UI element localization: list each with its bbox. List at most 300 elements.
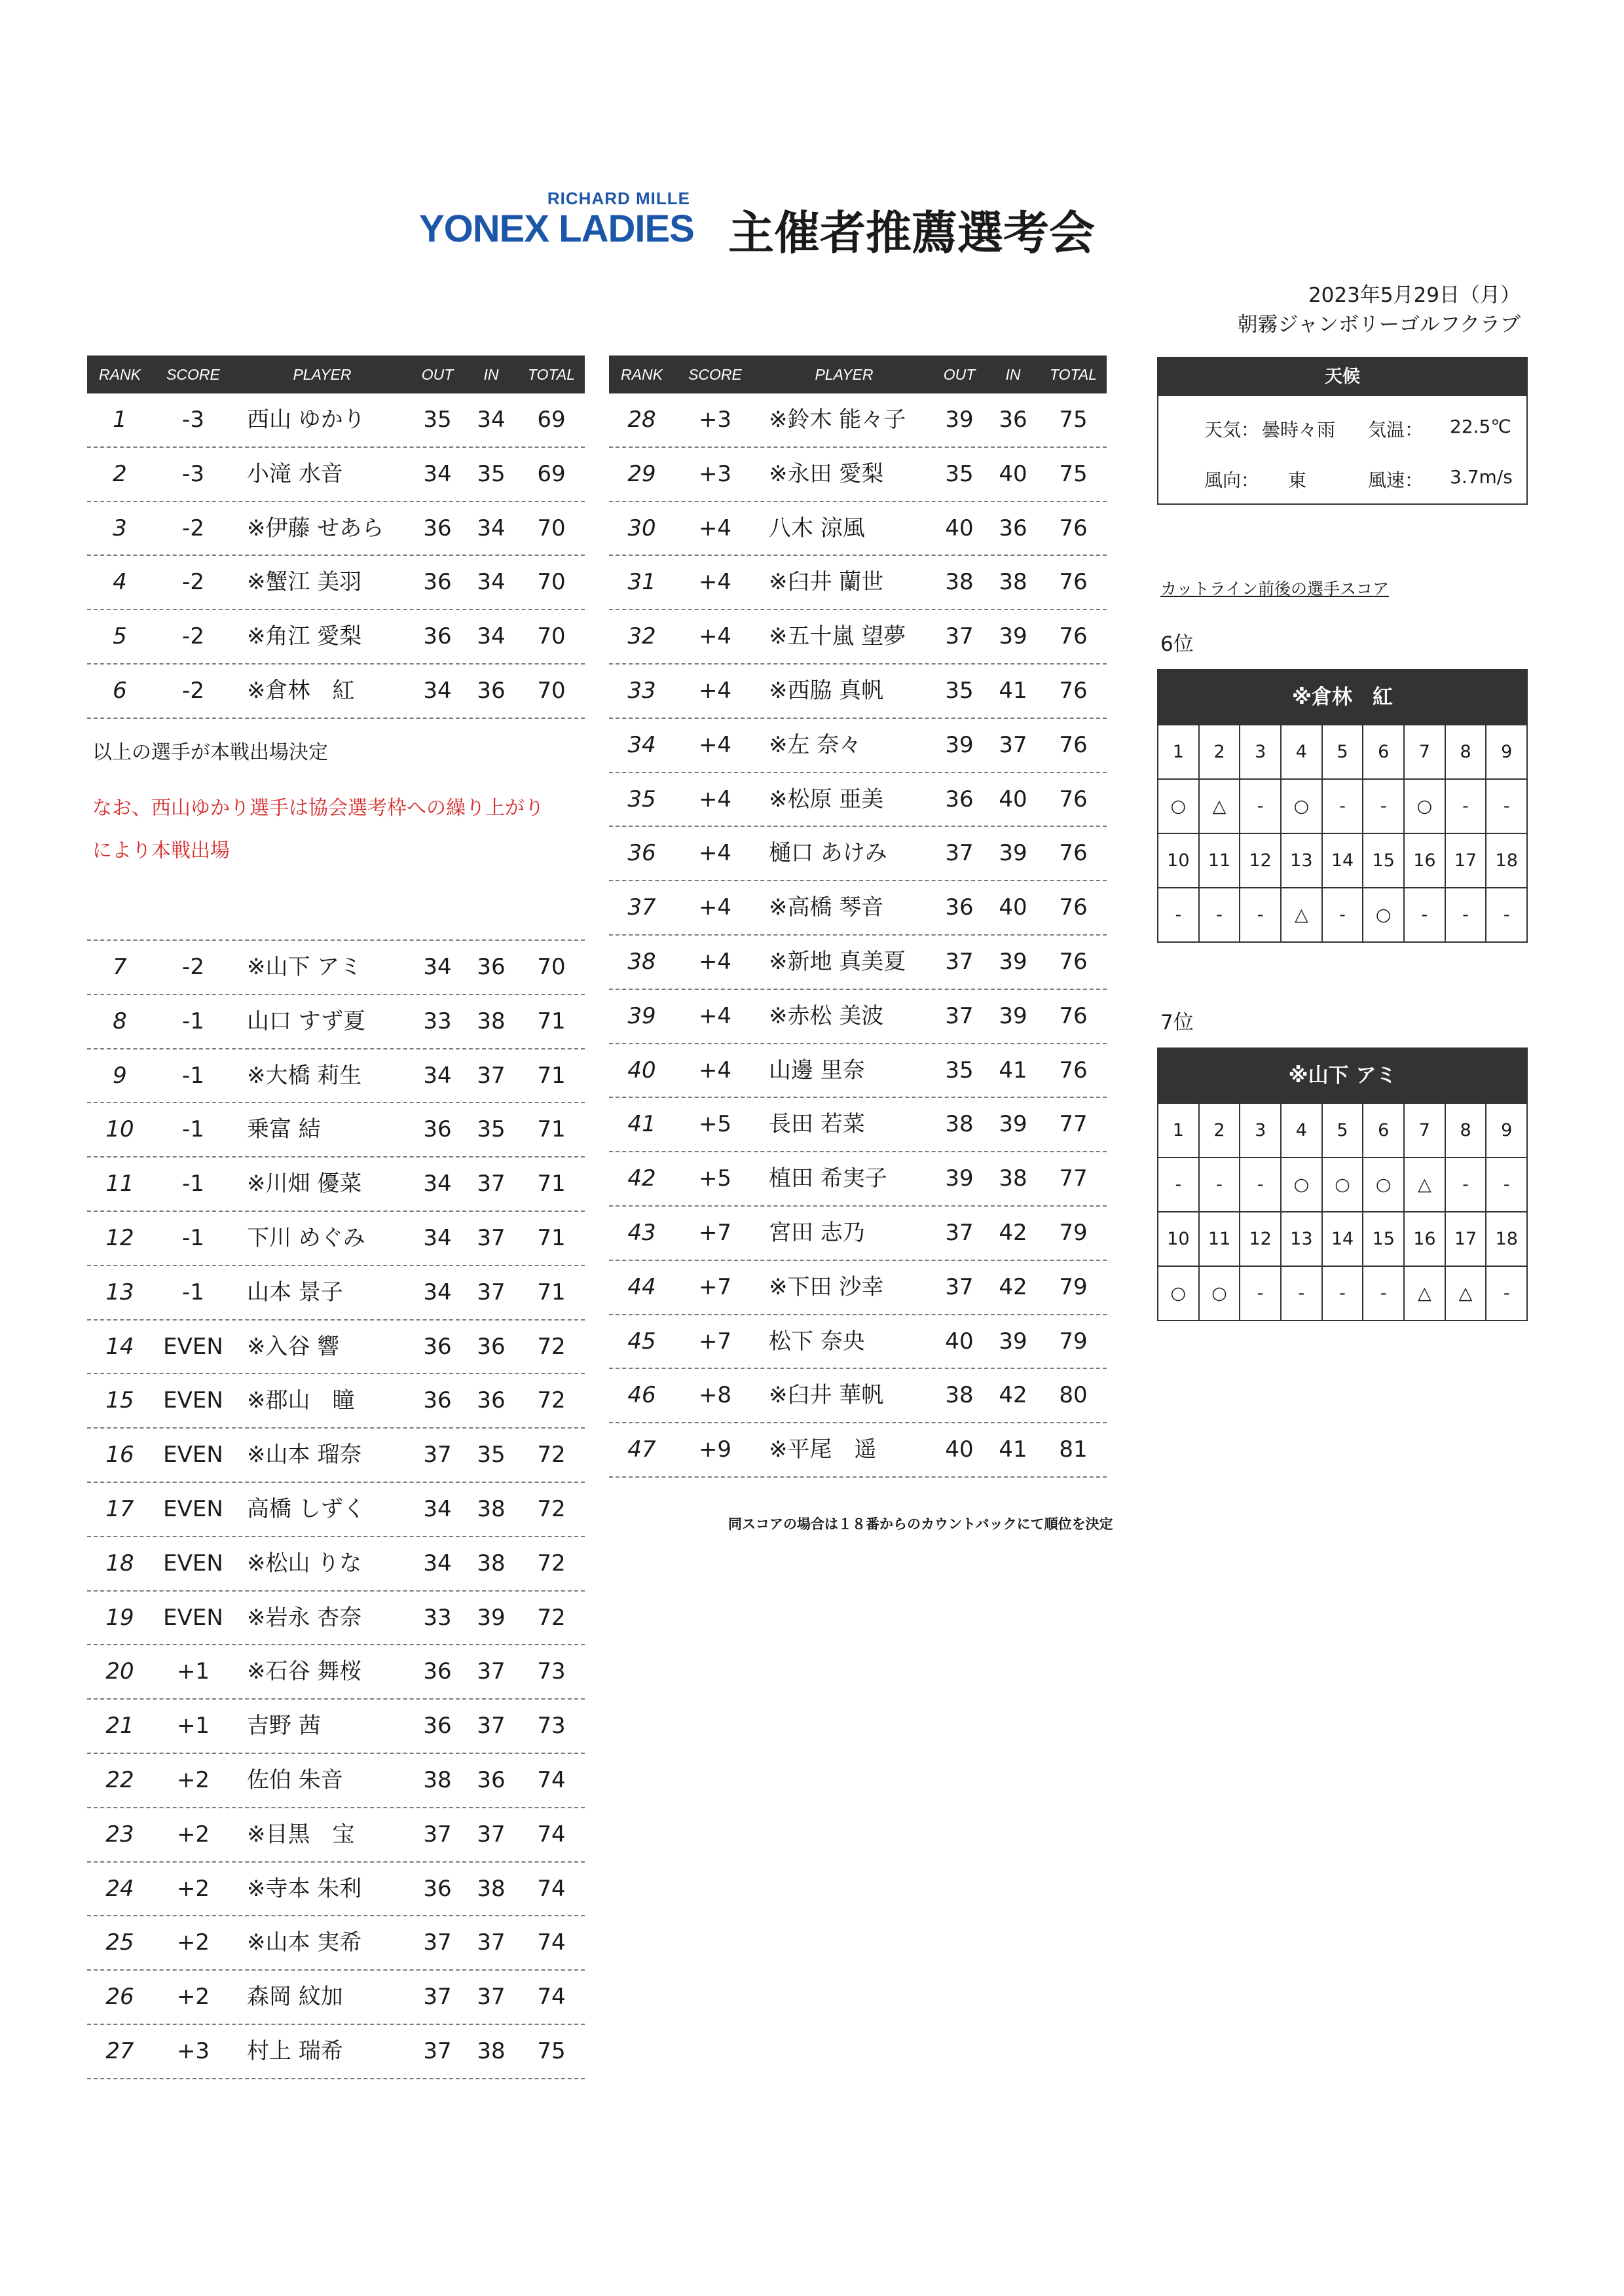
cell-total: 71 bbox=[537, 1279, 566, 1305]
table-row bbox=[609, 881, 1107, 936]
cell-total: 76 bbox=[1059, 948, 1088, 975]
cell-player: 西山 ゆかり bbox=[247, 407, 365, 433]
table-header bbox=[87, 355, 585, 393]
col-in: IN bbox=[483, 366, 499, 383]
cell-out: 34 bbox=[423, 677, 452, 704]
cell-player: ※山本 瑠奈 bbox=[247, 1442, 362, 1468]
cell-in: 34 bbox=[477, 407, 506, 433]
cell-in: 34 bbox=[477, 515, 506, 541]
hole-cell: 10 bbox=[1167, 850, 1190, 871]
hole-mark-row bbox=[1158, 1266, 1526, 1320]
cell-out: 39 bbox=[945, 407, 974, 433]
hole-cell: - bbox=[1403, 888, 1445, 941]
cell-out: 40 bbox=[945, 1328, 974, 1355]
cell-out: 36 bbox=[423, 569, 452, 596]
cell-rank: 33 bbox=[627, 677, 656, 704]
hole-grid-6th bbox=[1157, 669, 1528, 943]
table-row bbox=[609, 990, 1107, 1044]
cell-player: ※永田 愛梨 bbox=[769, 460, 884, 487]
cell-score: +4 bbox=[698, 731, 732, 758]
table-row bbox=[609, 556, 1107, 610]
hole-cell: 1 bbox=[1172, 742, 1184, 762]
cell-in: 41 bbox=[999, 677, 1027, 704]
cell-rank: 4 bbox=[113, 569, 127, 596]
hole-cell: 8 bbox=[1445, 1104, 1486, 1157]
cell-score: +4 bbox=[698, 840, 732, 867]
hole-number-row bbox=[1158, 724, 1526, 778]
score-table-left-lower bbox=[87, 939, 585, 2079]
cell-total: 79 bbox=[1059, 1273, 1088, 1300]
wind-speed-label: 風速： bbox=[1368, 469, 1424, 491]
brand-top-text: RICHARD MILLE bbox=[547, 189, 690, 208]
cell-rank: 11 bbox=[105, 1171, 134, 1197]
hole-cell: - bbox=[1321, 888, 1363, 941]
cell-in: 40 bbox=[999, 786, 1027, 812]
hole-cell: 13 bbox=[1280, 834, 1321, 887]
hole-cell: 7 bbox=[1403, 725, 1445, 778]
cell-total: 76 bbox=[1059, 1002, 1088, 1029]
cell-in: 37 bbox=[477, 1821, 506, 1848]
cell-rank: 28 bbox=[627, 407, 656, 433]
table-row bbox=[87, 393, 585, 448]
cutline-title: カットライン前後の選手スコア bbox=[1160, 579, 1390, 598]
hole-cell: 17 bbox=[1445, 834, 1486, 887]
cell-in: 36 bbox=[999, 407, 1027, 433]
hole-cell: ○ bbox=[1403, 780, 1445, 833]
hole-cell: - bbox=[1485, 888, 1526, 941]
table-row bbox=[87, 2025, 585, 2079]
cell-out: 36 bbox=[423, 1658, 452, 1685]
cell-out: 36 bbox=[423, 515, 452, 541]
cell-rank: 23 bbox=[105, 1821, 134, 1848]
red-note-line1: なお、西山ゆかり選手は協会選考枠への繰り上がり bbox=[92, 797, 544, 820]
cell-in: 40 bbox=[999, 894, 1027, 921]
hole-cell: - bbox=[1485, 780, 1526, 833]
hole-cell: △ bbox=[1198, 780, 1240, 833]
cell-player: ※角江 愛梨 bbox=[247, 623, 362, 650]
cell-out: 37 bbox=[945, 1219, 974, 1246]
weather-condition-label: 天気： bbox=[1204, 419, 1260, 441]
cell-total: 74 bbox=[537, 1875, 566, 1902]
cell-score: +4 bbox=[698, 1057, 732, 1084]
table-row bbox=[87, 1103, 585, 1157]
cell-score: -1 bbox=[182, 1008, 204, 1034]
weather-title: 天候 bbox=[1158, 358, 1526, 396]
table-row bbox=[609, 1315, 1107, 1370]
cell-rank: 1 bbox=[113, 407, 127, 433]
cell-player: 村上 瑞希 bbox=[247, 2037, 343, 2064]
table-row bbox=[87, 1429, 585, 1483]
cell-rank: 21 bbox=[105, 1713, 134, 1740]
cell-total: 73 bbox=[537, 1658, 566, 1685]
hole-cell: 16 bbox=[1403, 1212, 1445, 1266]
cell-total: 80 bbox=[1059, 1382, 1088, 1409]
cell-player: ※赤松 美波 bbox=[769, 1002, 884, 1029]
col-rank: RANK bbox=[621, 366, 663, 383]
cell-in: 41 bbox=[999, 1436, 1027, 1463]
table-row bbox=[87, 941, 585, 995]
hole-cell: 8 bbox=[1445, 725, 1486, 778]
cell-rank: 26 bbox=[105, 1984, 134, 2011]
cell-player: ※西脇 真帆 bbox=[769, 677, 884, 704]
cell-score: EVEN bbox=[163, 1550, 223, 1576]
hole-cell: - bbox=[1175, 1175, 1182, 1195]
hole-cell: ○ bbox=[1280, 1158, 1321, 1211]
cell-out: 34 bbox=[423, 954, 452, 980]
cell-in: 39 bbox=[999, 623, 1027, 650]
cell-player: 森岡 紋加 bbox=[247, 1984, 343, 2011]
cell-in: 37 bbox=[477, 1929, 506, 1956]
cell-in: 38 bbox=[477, 2037, 506, 2064]
cell-score: -1 bbox=[182, 1116, 204, 1143]
hole-cell: 6 bbox=[1362, 1104, 1403, 1157]
weather-box bbox=[1157, 357, 1528, 505]
hole-cell: 3 bbox=[1239, 1104, 1280, 1157]
table-row bbox=[87, 1592, 585, 1646]
cell-score: +1 bbox=[176, 1713, 210, 1740]
cell-rank: 31 bbox=[627, 569, 656, 596]
hole-mark-row bbox=[1158, 887, 1526, 941]
cell-in: 34 bbox=[477, 569, 506, 596]
cell-out: 35 bbox=[423, 407, 452, 433]
hole-mark-row bbox=[1158, 778, 1526, 833]
cell-score: +3 bbox=[176, 2037, 210, 2064]
cell-rank: 34 bbox=[627, 731, 656, 758]
cell-rank: 19 bbox=[105, 1604, 134, 1631]
cell-total: 77 bbox=[1059, 1165, 1088, 1192]
wind-speed-value: 3.7m/s bbox=[1450, 466, 1513, 488]
cell-player: ※岩永 杏奈 bbox=[247, 1604, 362, 1631]
cell-score: EVEN bbox=[163, 1604, 223, 1631]
hole-cell: 12 bbox=[1239, 834, 1280, 887]
table-row bbox=[87, 1157, 585, 1212]
col-out: OUT bbox=[943, 366, 976, 383]
cell-rank: 18 bbox=[105, 1550, 134, 1576]
cell-total: 73 bbox=[537, 1713, 566, 1740]
hole-cell: 14 bbox=[1321, 834, 1363, 887]
cell-out: 37 bbox=[423, 1821, 452, 1848]
cell-in: 37 bbox=[477, 1984, 506, 2011]
cell-score: +7 bbox=[698, 1273, 732, 1300]
cell-player: 松下 奈央 bbox=[769, 1328, 865, 1355]
cell-out: 37 bbox=[423, 1984, 452, 2011]
table-row bbox=[87, 1700, 585, 1754]
cell-total: 76 bbox=[1059, 677, 1088, 704]
table-row bbox=[609, 393, 1107, 448]
cell-out: 34 bbox=[423, 460, 452, 487]
cell-out: 34 bbox=[423, 1495, 452, 1522]
cell-rank: 12 bbox=[105, 1224, 134, 1251]
cell-score: +7 bbox=[698, 1219, 732, 1246]
cell-score: +3 bbox=[698, 460, 732, 487]
cell-score: -3 bbox=[182, 407, 204, 433]
hole-cell: 18 bbox=[1485, 1212, 1526, 1266]
cell-out: 39 bbox=[945, 731, 974, 758]
cell-in: 35 bbox=[477, 460, 506, 487]
cell-score: EVEN bbox=[163, 1442, 223, 1468]
hole-cell: 15 bbox=[1362, 834, 1403, 887]
hole-cell: ○ bbox=[1170, 1283, 1187, 1303]
cell-player: 宮田 志乃 bbox=[769, 1219, 865, 1246]
hole-cell: 5 bbox=[1321, 725, 1363, 778]
hole-cell: - bbox=[1445, 888, 1486, 941]
cell-rank: 10 bbox=[105, 1116, 134, 1143]
cell-score: +7 bbox=[698, 1328, 732, 1355]
hole-cell: 1 bbox=[1172, 1120, 1184, 1140]
cell-out: 35 bbox=[945, 1057, 974, 1084]
cell-out: 40 bbox=[945, 515, 974, 541]
cell-rank: 30 bbox=[627, 515, 656, 541]
cell-score: -2 bbox=[182, 954, 204, 980]
cell-player: ※石谷 舞桜 bbox=[247, 1658, 362, 1685]
cell-player: ※郡山 瞳 bbox=[247, 1387, 355, 1414]
cell-rank: 35 bbox=[627, 786, 656, 812]
cell-out: 36 bbox=[423, 1875, 452, 1902]
cell-out: 33 bbox=[423, 1604, 452, 1631]
cell-total: 72 bbox=[537, 1604, 566, 1631]
cell-rank: 24 bbox=[105, 1875, 134, 1902]
cell-player: 小滝 水音 bbox=[247, 460, 343, 487]
hole-cell: - bbox=[1239, 780, 1280, 833]
cell-player: ※倉林 紅 bbox=[247, 677, 355, 704]
cell-out: 37 bbox=[423, 1929, 452, 1956]
position-7-label: 7位 bbox=[1160, 1011, 1194, 1034]
table-row bbox=[609, 502, 1107, 556]
col-total: TOTAL bbox=[528, 366, 575, 383]
col-rank: RANK bbox=[99, 366, 141, 383]
cell-out: 37 bbox=[945, 1273, 974, 1300]
cell-score: -2 bbox=[182, 515, 204, 541]
cell-score: +8 bbox=[698, 1382, 732, 1409]
table-row bbox=[87, 1645, 585, 1700]
hole-cell: - bbox=[1321, 780, 1363, 833]
cell-total: 76 bbox=[1059, 1057, 1088, 1084]
cell-score: +4 bbox=[698, 894, 732, 921]
cell-player: ※川畑 優菜 bbox=[247, 1171, 362, 1197]
cell-total: 76 bbox=[1059, 894, 1088, 921]
hole-cell: 3 bbox=[1239, 725, 1280, 778]
hole-cell: - bbox=[1362, 1267, 1403, 1320]
cell-out: 39 bbox=[945, 1165, 974, 1192]
cell-in: 34 bbox=[477, 623, 506, 650]
cell-in: 36 bbox=[999, 515, 1027, 541]
table-row bbox=[87, 1754, 585, 1808]
cell-total: 76 bbox=[1059, 786, 1088, 812]
hole-cell: 7 bbox=[1403, 1104, 1445, 1157]
hole-cell: 9 bbox=[1485, 1104, 1526, 1157]
cell-rank: 40 bbox=[627, 1057, 656, 1084]
cell-rank: 17 bbox=[105, 1495, 134, 1522]
cell-in: 39 bbox=[999, 1002, 1027, 1029]
cell-player: ※左 奈々 bbox=[769, 731, 862, 758]
cell-in: 37 bbox=[477, 1171, 506, 1197]
cell-score: +5 bbox=[698, 1165, 732, 1192]
cell-total: 74 bbox=[537, 1929, 566, 1956]
hole-cell: 16 bbox=[1403, 834, 1445, 887]
hole-cell: 14 bbox=[1321, 1212, 1363, 1266]
cell-score: +5 bbox=[698, 1111, 732, 1138]
cell-score: +4 bbox=[698, 1002, 732, 1029]
cell-rank: 9 bbox=[113, 1062, 127, 1089]
cell-score: -3 bbox=[182, 460, 204, 487]
cell-in: 38 bbox=[477, 1550, 506, 1576]
cell-player: ※平尾 遥 bbox=[769, 1436, 877, 1463]
hole-cell: - bbox=[1445, 780, 1486, 833]
cell-out: 34 bbox=[423, 1279, 452, 1305]
cell-out: 34 bbox=[423, 1224, 452, 1251]
table-row bbox=[87, 1916, 585, 1971]
cell-out: 40 bbox=[945, 1436, 974, 1463]
weather-condition: 曇時々雨 bbox=[1262, 419, 1336, 441]
cell-out: 35 bbox=[945, 460, 974, 487]
cell-rank: 46 bbox=[627, 1382, 656, 1409]
col-player: PLAYER bbox=[293, 366, 352, 383]
temperature-label: 気温： bbox=[1368, 419, 1424, 441]
table-row bbox=[87, 1863, 585, 1917]
cell-total: 71 bbox=[537, 1062, 566, 1089]
cell-rank: 15 bbox=[105, 1387, 134, 1414]
cell-in: 39 bbox=[999, 1328, 1027, 1355]
cell-player: ※目黒 宝 bbox=[247, 1821, 355, 1848]
qualified-note: 以上の選手が本戦出場決定 bbox=[92, 741, 328, 764]
cell-total: 76 bbox=[1059, 515, 1088, 541]
cell-out: 34 bbox=[423, 1062, 452, 1089]
cell-total: 76 bbox=[1059, 840, 1088, 867]
cell-rank: 43 bbox=[627, 1219, 656, 1246]
cell-total: 70 bbox=[537, 569, 566, 596]
cell-rank: 16 bbox=[105, 1442, 134, 1468]
cell-player: ※鈴木 能々子 bbox=[769, 407, 906, 433]
table-row bbox=[87, 1266, 585, 1321]
table-row bbox=[87, 1374, 585, 1429]
cell-out: 35 bbox=[945, 677, 974, 704]
table-row bbox=[87, 665, 585, 719]
cell-player: ※高橋 琴音 bbox=[769, 894, 884, 921]
cell-rank: 25 bbox=[105, 1929, 134, 1956]
hole-cell: 15 bbox=[1362, 1212, 1403, 1266]
cell-player: ※蟹江 美羽 bbox=[247, 569, 362, 596]
col-player: PLAYER bbox=[815, 366, 874, 383]
hole-cell: 4 bbox=[1280, 1104, 1321, 1157]
col-score: SCORE bbox=[688, 366, 742, 383]
cell-rank: 38 bbox=[627, 948, 656, 975]
cell-score: -2 bbox=[182, 569, 204, 596]
cell-rank: 27 bbox=[105, 2037, 134, 2064]
cell-score: +4 bbox=[698, 515, 732, 541]
cell-total: 75 bbox=[537, 2037, 566, 2064]
cell-player: 山邊 里奈 bbox=[769, 1057, 865, 1084]
cell-rank: 20 bbox=[105, 1658, 134, 1685]
cell-in: 36 bbox=[477, 677, 506, 704]
hole-cell: - bbox=[1445, 1158, 1486, 1211]
hole-number-row bbox=[1158, 833, 1526, 887]
wind-direction: 東 bbox=[1288, 469, 1307, 491]
cell-total: 71 bbox=[537, 1116, 566, 1143]
cell-out: 36 bbox=[423, 1387, 452, 1414]
table-row bbox=[87, 610, 585, 665]
table-row bbox=[609, 1152, 1107, 1207]
cell-player: 高橋 しずく bbox=[247, 1495, 365, 1522]
cell-total: 74 bbox=[537, 1821, 566, 1848]
table-row bbox=[609, 936, 1107, 990]
cell-score: +3 bbox=[698, 407, 732, 433]
cell-player: 長田 若菜 bbox=[769, 1111, 865, 1138]
hole-number-row bbox=[1158, 1211, 1526, 1266]
hole-cell: 13 bbox=[1280, 1212, 1321, 1266]
cell-score: EVEN bbox=[163, 1333, 223, 1360]
hole-cell: 10 bbox=[1167, 1229, 1190, 1249]
cell-player: 吉野 茜 bbox=[247, 1713, 321, 1740]
cell-in: 37 bbox=[477, 1279, 506, 1305]
hole-cell: △ bbox=[1280, 888, 1321, 941]
cell-total: 74 bbox=[537, 1766, 566, 1793]
cell-out: 34 bbox=[423, 1171, 452, 1197]
cell-rank: 3 bbox=[113, 515, 127, 541]
hole-cell: 12 bbox=[1239, 1212, 1280, 1266]
table-row bbox=[609, 719, 1107, 773]
cell-player: ※山本 実希 bbox=[247, 1929, 362, 1956]
table-row bbox=[609, 1423, 1107, 1478]
cell-score: EVEN bbox=[163, 1495, 223, 1522]
hole-cell: 4 bbox=[1280, 725, 1321, 778]
cell-total: 79 bbox=[1059, 1219, 1088, 1246]
cell-in: 42 bbox=[999, 1273, 1027, 1300]
hole-grid-7th bbox=[1157, 1048, 1528, 1321]
cell-in: 39 bbox=[999, 840, 1027, 867]
table-row bbox=[609, 665, 1107, 719]
cell-score: +2 bbox=[176, 1821, 210, 1848]
cell-player: 八木 涼風 bbox=[769, 515, 865, 541]
table-row bbox=[87, 556, 585, 610]
cell-in: 39 bbox=[999, 1111, 1027, 1138]
red-note-line2: により本戦出場 bbox=[92, 839, 230, 862]
cell-in: 37 bbox=[477, 1658, 506, 1685]
cell-in: 37 bbox=[999, 731, 1027, 758]
cell-score: -2 bbox=[182, 623, 204, 650]
cell-score: +1 bbox=[176, 1658, 210, 1685]
cell-total: 77 bbox=[1059, 1111, 1088, 1138]
cell-rank: 6 bbox=[113, 677, 127, 704]
cell-score: -1 bbox=[182, 1171, 204, 1197]
cell-in: 36 bbox=[477, 1333, 506, 1360]
cell-rank: 5 bbox=[113, 623, 127, 650]
hole-cell: ○ bbox=[1170, 796, 1187, 816]
cell-out: 37 bbox=[945, 623, 974, 650]
hole-cell: 18 bbox=[1485, 834, 1526, 887]
cell-out: 37 bbox=[423, 2037, 452, 2064]
cell-total: 70 bbox=[537, 677, 566, 704]
hole-number-row bbox=[1158, 1102, 1526, 1157]
cell-total: 71 bbox=[537, 1171, 566, 1197]
cell-total: 70 bbox=[537, 954, 566, 980]
cell-rank: 41 bbox=[627, 1111, 656, 1138]
hole-cell: △ bbox=[1403, 1158, 1445, 1211]
cell-player: 佐伯 朱音 bbox=[247, 1766, 343, 1793]
cell-total: 69 bbox=[537, 407, 566, 433]
cell-total: 69 bbox=[537, 460, 566, 487]
tiebreak-note: 同スコアの場合は１８番からのカウントバックにて順位を決定 bbox=[728, 1516, 1113, 1532]
cell-out: 38 bbox=[945, 1111, 974, 1138]
cell-total: 75 bbox=[1059, 460, 1088, 487]
col-score: SCORE bbox=[166, 366, 220, 383]
cell-score: +4 bbox=[698, 623, 732, 650]
cell-total: 72 bbox=[537, 1333, 566, 1360]
cell-rank: 29 bbox=[627, 460, 656, 487]
hole-cell: ○ bbox=[1321, 1158, 1363, 1211]
score-table-right bbox=[609, 355, 1107, 1478]
cell-in: 38 bbox=[999, 569, 1027, 596]
cell-total: 72 bbox=[537, 1442, 566, 1468]
